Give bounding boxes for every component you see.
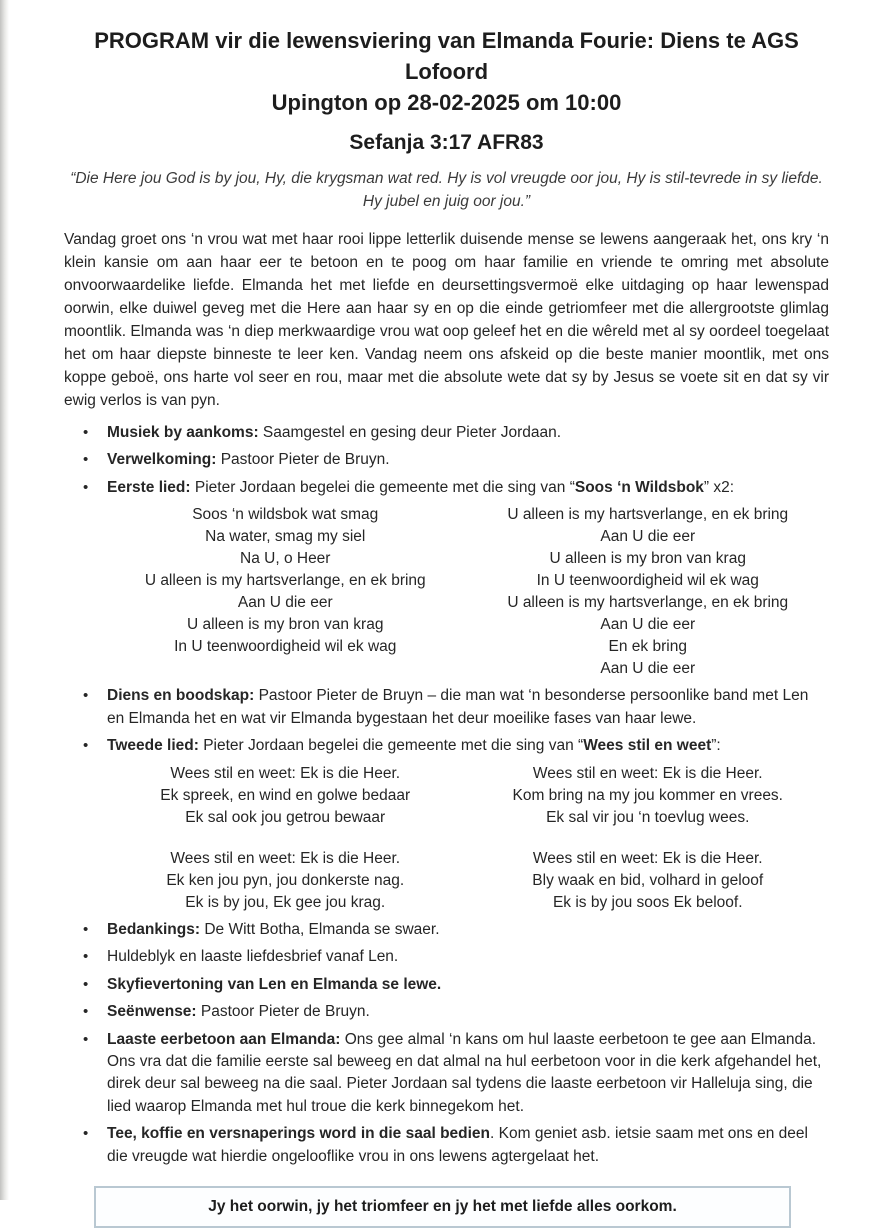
text-segment: . Kom geniet asb. ietsie saam met ons en deel die vreugde wat hierdie ongelooflike vrou in ons lewens agtergelaat het. — [107, 1125, 808, 1165]
text-segment: Laaste eerbetoon aan Elmanda: — [107, 1030, 345, 1048]
lyric-line: Aan U die eer — [600, 528, 696, 546]
closing-message-box — [94, 1186, 791, 1228]
lyric-line: Ek is by jou soos Ek beloof. — [552, 893, 743, 911]
lyric-line: Kom bring na my jou kommer en vrees. — [512, 786, 783, 804]
text-segment: Pastoor Pieter de Bruyn. — [200, 1003, 370, 1021]
program-item-text — [107, 946, 829, 968]
text-segment: Musiek by aankoms: — [107, 423, 263, 441]
bullet-marker: • — [83, 687, 89, 705]
bullet-marker: • — [83, 1125, 89, 1143]
text-segment: Eerste lied: — [107, 478, 195, 496]
program-item — [80, 974, 829, 996]
lyric-line: U alleen is my hartsverlange, en ek bring — [144, 572, 426, 590]
program-item-text — [107, 1029, 829, 1119]
text-segment: Pastoor Pieter de Bruyn. — [220, 451, 390, 469]
text-segment: Wees stil en weet — [583, 737, 712, 755]
lyrics-stanza — [104, 504, 829, 680]
program-item — [80, 422, 829, 444]
text-segment: Skyfievertoning van Len en Elmanda se lewe. — [107, 975, 442, 993]
lyric-line: Na water, smag my siel — [205, 528, 366, 546]
lyric-line: Aan U die eer — [600, 660, 696, 678]
lyric-line: Wees stil en weet: Ek is die Heer. — [170, 764, 401, 782]
text-segment: Pieter Jordaan begelei die gemeente met die sing van “ — [194, 478, 575, 496]
lyric-line: Wees stil en weet: Ek is die Heer. — [532, 849, 763, 867]
text-segment: Pieter Jordaan begelei die gemeente met die sing van “ — [203, 737, 584, 755]
program-item-text — [107, 685, 829, 730]
program-list — [80, 422, 829, 1169]
lyrics-column-right — [467, 763, 830, 829]
bullet-marker: • — [83, 1030, 89, 1048]
text-segment: ” x2: — [703, 478, 735, 496]
program-item-text — [107, 974, 829, 996]
text-segment: ”: — [711, 737, 721, 755]
text-segment: Tweede lied: — [107, 737, 204, 755]
program-item-text — [107, 1001, 829, 1023]
bullet-marker: • — [83, 451, 89, 469]
bullet-marker: • — [83, 1003, 89, 1021]
lyric-line: Wees stil en weet: Ek is die Heer. — [532, 764, 763, 782]
text-segment: Saamgestel en gesing deur Pieter Jordaan. — [262, 423, 562, 441]
lyrics-column-left — [104, 504, 467, 680]
text-segment: Ons gee almal ‘n kans om hul laaste eerbetoon te gee aan Elmanda. Ons vra dat die familie eerste sal beweeg en dat almal na hul eerbetoon voor in die kerk afgehandel het, direk deur sal beweeg na die saal. Pieter Jordaan sal tydens die laaste eerbetoon vir Halleluja sing, die lied waarop Elmanda met hul troue die kerk binnegekom het. — [107, 1030, 822, 1115]
program-item-text — [107, 919, 829, 941]
program-item — [80, 735, 829, 757]
program-item-text — [107, 422, 829, 444]
program-item — [80, 946, 829, 968]
program-item — [80, 1001, 829, 1023]
program-item — [80, 685, 829, 730]
lyrics-column-left — [104, 763, 467, 829]
bullet-marker: • — [83, 478, 89, 496]
bullet-marker: • — [83, 737, 89, 755]
text-segment: Pastoor Pieter de Bruyn – die man wat ‘n besonderse persoonlike band met Len en Elmanda het en wat vir Elmanda bygestaan het deur moeilike fases van haar lewe. — [107, 687, 809, 727]
program-item — [80, 1123, 829, 1168]
bullet-marker: • — [83, 948, 89, 966]
lyric-line: Ek ken jou pyn, jou donkerste nag. — [166, 871, 405, 889]
lyric-line: Ek is by jou, Ek gee jou krag. — [185, 893, 386, 911]
text-segment: Tee, koffie en versnaperings word in die saal bedien — [107, 1125, 491, 1143]
program-item — [80, 919, 829, 941]
bullet-marker: • — [83, 920, 89, 938]
text-segment: Verwelkoming: — [107, 451, 221, 469]
program-item-text — [107, 735, 829, 757]
bullet-marker: • — [83, 975, 89, 993]
document-title-line1: PROGRAM vir die lewensviering van Elmanda Fourie: Diens te AGS Lofoord — [94, 28, 799, 84]
text-segment: Bedankings: — [107, 920, 205, 938]
lyric-line: Ek sal vir jou ‘n toevlug wees. — [546, 808, 750, 826]
lyric-line: Ek sal ook jou getrou bewaar — [185, 808, 386, 826]
lyric-line: Aan U die eer — [237, 594, 333, 612]
closing-message: Jy het oorwin, jy het triomfeer en jy het met liefde alles oorkom. — [208, 1198, 677, 1216]
intro-paragraph: Vandag groet ons ‘n vrou wat met haar rooi lippe letterlik duisende mense se lewens aangeraak het, ons kry ‘n klein kansie om aan haar eer te betoon en te poog om haar familie en vriende te omring met absolute onvoorwaardelike liefde. Elmanda het met liefde en deursettingsvermoë elke uitdaging op haar lewenspad oorwin, elke duiwel geveg met die Here aan haar sy en op die einde getriomfeer met die allergrootste glimlag moontlik. Elmanda was ‘n diep merkwaardige vrou wat oop geleef het en die wêreld met al sy oordeel toegelaat het om haar diepste binneste te leer ken. Vandag neem ons afskeid op die beste manier moontlik, met ons koppe geboë, ons harte vol seer en rou, maar met die absolute wete dat sy by Jesus se voete sit en dat sy vir ewig verlos is van pyn. — [64, 231, 829, 409]
text-segment: De Witt Botha, Elmanda se swaer. — [204, 920, 440, 938]
program-item-text — [107, 477, 829, 499]
program-item — [80, 1029, 829, 1119]
lyric-line: U alleen is my bron van krag — [187, 616, 384, 634]
text-segment: Diens en boodskap: — [107, 687, 259, 705]
lyric-line: En ek bring — [608, 638, 687, 656]
text-segment: Huldeblyk en laaste liefdesbrief vanaf Len. — [107, 948, 399, 966]
lyrics-stanza — [104, 763, 829, 829]
lyrics-stanza — [104, 848, 829, 914]
lyric-line: Bly waak en bid, volhard in geloof — [532, 871, 764, 889]
lyric-line: Na U, o Heer — [240, 550, 331, 568]
document-title-line2: Upington op 28-02-2025 om 10:00 — [271, 89, 622, 115]
document-title — [76, 26, 817, 118]
lyric-line: U alleen is my hartsverlange, en ek bring — [507, 594, 789, 612]
scripture-reference: Sefanja 3:17 AFR83 — [349, 131, 544, 155]
lyric-line: U alleen is my hartsverlange, en ek bring — [507, 506, 789, 524]
program-item-text — [107, 449, 829, 471]
lyrics-column-right — [467, 504, 830, 680]
lyric-line: In U teenwoordigheid wil ek wag — [174, 638, 397, 656]
lyric-line: Wees stil en weet: Ek is die Heer. — [170, 849, 401, 867]
scripture-quote: “Die Here jou God is by jou, Hy, die krygsman wat red. Hy is vol vreugde oor jou, Hy is stil-tevrede in sy liefde. Hy jubel en juig oor jou.” — [70, 170, 823, 210]
text-segment: Seënwense: — [107, 1003, 201, 1021]
lyric-line: Ek spreek, en wind en golwe bedaar — [160, 786, 411, 804]
lyrics-column-right — [467, 848, 830, 914]
program-item — [80, 477, 829, 499]
lyric-line: Soos ‘n wildsbok wat smag — [192, 506, 379, 524]
lyric-line: In U teenwoordigheid wil ek wag — [536, 572, 759, 590]
program-item — [80, 449, 829, 471]
text-segment: Soos ‘n Wildsbok — [574, 478, 704, 496]
bullet-marker: • — [83, 423, 89, 441]
program-item-text — [107, 1123, 829, 1168]
lyric-line: U alleen is my bron van krag — [549, 550, 746, 568]
lyrics-column-left — [104, 848, 467, 914]
lyric-line: Aan U die eer — [600, 616, 696, 634]
